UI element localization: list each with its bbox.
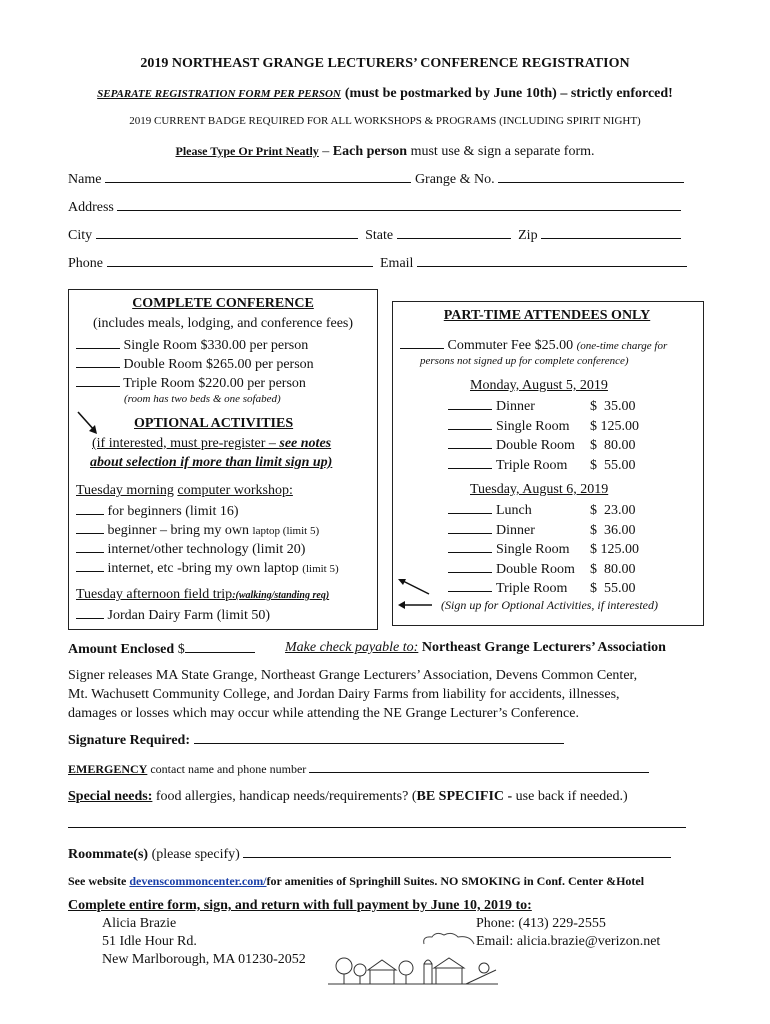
triple-room-label: Triple Room $220.00 per person xyxy=(123,376,306,391)
schedule-label: Triple Room xyxy=(496,581,568,596)
commuter-note-2: persons not signed up for complete conference) xyxy=(420,355,629,367)
workshop-checkbox[interactable] xyxy=(76,559,104,572)
emergency-row xyxy=(68,760,649,777)
see-notes: see notes xyxy=(279,436,332,451)
form-title: 2019 NORTHEAST GRANGE LECTURERS’ CONFERENCE REGISTRATION xyxy=(140,56,630,71)
workshop-label: beginner – bring my own xyxy=(107,523,253,538)
special-needs-label: Special needs: xyxy=(68,789,153,804)
zip-field[interactable] xyxy=(541,226,681,239)
schedule-label: Dinner xyxy=(496,399,535,414)
schedule-price: $ 80.00 xyxy=(590,438,636,453)
workshop-checkbox[interactable] xyxy=(76,540,104,553)
schedule-item xyxy=(448,540,639,558)
must-use-text: must use & sign a separate form. xyxy=(407,144,595,159)
roommate-rest: (please specify) xyxy=(148,847,240,862)
use-back: use back if needed.) xyxy=(512,789,628,804)
schedule-item xyxy=(448,560,636,578)
schedule-checkbox[interactable] xyxy=(448,436,492,449)
return-city: New Marlborough, MA 01230-2052 xyxy=(102,952,306,967)
workshop-label-small: (limit 5) xyxy=(302,563,339,575)
workshop-option xyxy=(76,502,239,520)
monday-heading: Monday, August 5, 2019 xyxy=(470,378,608,393)
special-needs-text: food allergies, handicap needs/requirements? ( xyxy=(152,789,417,804)
field-trip-heading xyxy=(76,587,329,603)
schedule-checkbox[interactable] xyxy=(448,579,492,592)
tuesday-morning-heading xyxy=(76,483,293,499)
workshop-option xyxy=(76,521,319,539)
city-row xyxy=(68,226,685,244)
schedule-label: Lunch xyxy=(496,503,532,518)
workshop-checkbox[interactable] xyxy=(76,502,104,515)
phone-label: Phone xyxy=(68,256,103,271)
schedule-label: Single Room xyxy=(496,418,570,434)
cloud-icon xyxy=(420,930,480,948)
website-prefix: See website xyxy=(68,874,130,888)
double-room-checkbox[interactable] xyxy=(76,355,120,368)
postmark-line xyxy=(0,84,770,102)
amount-enclosed-label: Amount Enclosed xyxy=(68,642,175,657)
schedule-price: $ 125.00 xyxy=(590,418,639,434)
commuter-option xyxy=(400,336,667,354)
schedule-price: $ 125.00 xyxy=(590,542,639,557)
make-check-label: Make check payable to: xyxy=(285,640,419,655)
schedule-checkbox[interactable] xyxy=(448,540,492,553)
release-line-1: Signer releases MA State Grange, Northeast Grange Lecturers’ Association, Devens Common Center, xyxy=(68,668,638,683)
single-room-checkbox[interactable] xyxy=(76,336,120,349)
print-instructions xyxy=(0,142,770,160)
roommate-label: Roommate(s) xyxy=(68,847,149,862)
return-phone: Phone: (413) 229-2555 xyxy=(476,916,606,931)
workshop-label: internet, etc -bring my own laptop xyxy=(107,561,303,576)
dollar-sign: $ xyxy=(177,642,185,657)
field-trip-note: :(walking/standing req) xyxy=(232,590,330,601)
optional-note-1-text: (if interested, must pre-register – xyxy=(92,436,280,451)
triple-room-checkbox[interactable] xyxy=(76,374,120,387)
roommate-row xyxy=(68,845,671,863)
optional-signup-note: (Sign up for Optional Activities, if interested) xyxy=(441,598,658,612)
emergency-rest: contact name and phone number xyxy=(147,762,307,776)
schedule-item xyxy=(448,417,639,435)
tuesday-morning: Tuesday morning xyxy=(76,483,174,498)
dairy-option xyxy=(76,606,270,624)
name-field[interactable] xyxy=(105,170,411,183)
tuesday-afternoon: Tuesday afternoon field trip xyxy=(76,587,233,602)
address-row xyxy=(68,198,685,216)
optional-note-1 xyxy=(92,436,331,452)
state-label: State xyxy=(365,228,394,243)
commuter-label: Commuter Fee $25.00 xyxy=(447,338,574,353)
state-field[interactable] xyxy=(397,226,511,239)
workshop-label: for beginners (limit 16) xyxy=(107,504,239,519)
schedule-item xyxy=(448,397,636,415)
double-room-label: Double Room $265.00 per person xyxy=(123,357,314,372)
schedule-item xyxy=(448,501,636,519)
room-note: (room has two beds & one sofabed) xyxy=(124,393,281,405)
grange-field[interactable] xyxy=(498,170,684,183)
schedule-checkbox[interactable] xyxy=(448,521,492,534)
schedule-checkbox[interactable] xyxy=(448,397,492,410)
workshop-option xyxy=(76,540,305,558)
print-neatly: Please Type Or Print Neatly xyxy=(175,144,319,158)
schedule-price: $ 55.00 xyxy=(590,457,636,473)
website-link[interactable]: devenscommoncenter.com/ xyxy=(129,874,267,888)
schedule-price: $ 36.00 xyxy=(590,522,636,538)
address-field[interactable] xyxy=(117,198,681,211)
schedule-label: Single Room xyxy=(496,542,570,557)
grange-label: Grange & No. xyxy=(414,172,495,187)
city-label: City xyxy=(68,228,93,243)
release-line-2: Mt. Wachusett Community College, and Jordan Dairy Farms from liability for accidents, illnesses, xyxy=(68,687,620,702)
single-room-label: Single Room $330.00 per person xyxy=(123,338,309,353)
workshop-label-small: laptop (limit 5) xyxy=(252,525,320,537)
each-person: Each person xyxy=(332,144,408,159)
arrow-down-right-icon xyxy=(76,410,100,436)
website-suffix: for amenities of Springhill Suites. NO SMOKING in Conf. Center &Hotel xyxy=(266,874,645,888)
schedule-checkbox[interactable] xyxy=(448,501,492,514)
tuesday-heading: Tuesday, August 6, 2019 xyxy=(470,482,609,497)
amount-row xyxy=(68,640,255,658)
be-specific: BE SPECIFIC - xyxy=(416,789,513,804)
schedule-label: Dinner xyxy=(496,522,535,538)
schedule-item xyxy=(448,436,636,454)
phone-row xyxy=(68,254,691,272)
signature-row xyxy=(68,731,564,749)
amount-field[interactable] xyxy=(185,640,255,653)
postmark-deadline: (must be postmarked by June 10th) – strictly enforced! xyxy=(344,86,673,101)
address-label: Address xyxy=(68,200,114,215)
phone-field[interactable] xyxy=(107,254,373,267)
special-needs-field[interactable] xyxy=(68,827,686,828)
separate-form-note: SEPARATE REGISTRATION FORM PER PERSON xyxy=(97,88,341,100)
special-needs-row xyxy=(68,789,628,805)
emergency-label: EMERGENCY xyxy=(68,762,148,776)
schedule-label: Double Room xyxy=(496,561,575,577)
optional-note-2: about selection if more than limit sign up) xyxy=(90,455,333,470)
double-room-option xyxy=(76,355,314,373)
computer-workshop: computer workshop: xyxy=(177,483,293,498)
dash: – xyxy=(318,144,333,159)
commuter-note: (one-time charge for xyxy=(576,340,668,352)
schedule-price: $ 55.00 xyxy=(590,581,636,596)
return-street: 51 Idle Hour Rd. xyxy=(102,934,197,949)
includes-note: (includes meals, lodging, and conference fees) xyxy=(92,316,354,331)
commuter-checkbox[interactable] xyxy=(400,336,444,349)
payee: Northeast Grange Lecturers’ Association xyxy=(421,640,666,655)
return-heading: Complete entire form, sign, and return with full payment by June 10, 2019 to: xyxy=(68,898,532,913)
roommate-field[interactable] xyxy=(243,845,671,858)
zip-label: Zip xyxy=(518,228,538,243)
schedule-item xyxy=(448,456,636,474)
email-field[interactable] xyxy=(417,254,687,267)
dairy-label: Jordan Dairy Farm (limit 50) xyxy=(107,608,271,623)
signature-label: Signature Required: xyxy=(68,733,190,748)
schedule-label: Double Room xyxy=(496,438,575,453)
optional-activities-title: OPTIONAL ACTIVITIES xyxy=(134,416,294,431)
name-row xyxy=(68,170,688,188)
schedule-checkbox[interactable] xyxy=(448,560,492,573)
part-time-title: PART-TIME ATTENDEES ONLY xyxy=(443,308,651,323)
schedule-price: $ 23.00 xyxy=(590,503,636,518)
check-payable xyxy=(285,640,666,656)
email-label: Email xyxy=(380,256,414,271)
schedule-label: Triple Room xyxy=(496,457,568,473)
workshop-checkbox[interactable] xyxy=(76,521,104,534)
schedule-price: $ 80.00 xyxy=(590,561,636,577)
workshop-label: internet/other technology (limit 20) xyxy=(107,542,306,557)
emergency-field[interactable] xyxy=(309,760,649,773)
complete-conference-title: COMPLETE CONFERENCE xyxy=(132,296,314,311)
arrows-icon xyxy=(396,577,436,611)
return-name: Alicia Brazie xyxy=(102,916,177,931)
signature-field[interactable] xyxy=(194,731,564,744)
schedule-checkbox[interactable] xyxy=(448,456,492,469)
release-line-3: damages or losses which may occur while attending the NE Grange Lecturer’s Conference. xyxy=(68,706,579,721)
schedule-item xyxy=(448,579,636,597)
workshop-option xyxy=(76,559,339,577)
website-note xyxy=(68,874,644,889)
city-field[interactable] xyxy=(96,226,358,239)
dairy-checkbox[interactable] xyxy=(76,606,104,619)
schedule-item xyxy=(448,521,636,539)
name-label: Name xyxy=(68,172,102,187)
badge-requirement: 2019 CURRENT BADGE REQUIRED FOR ALL WORKSHOPS & PROGRAMS (INCLUDING SPIRIT NIGHT) xyxy=(129,115,641,127)
farm-scene-icon xyxy=(326,950,502,990)
schedule-price: $ 35.00 xyxy=(590,399,636,414)
schedule-checkbox[interactable] xyxy=(448,417,492,430)
return-email: Email: alicia.brazie@verizon.net xyxy=(476,934,661,949)
single-room-option xyxy=(76,336,308,354)
triple-room-option xyxy=(76,374,306,392)
